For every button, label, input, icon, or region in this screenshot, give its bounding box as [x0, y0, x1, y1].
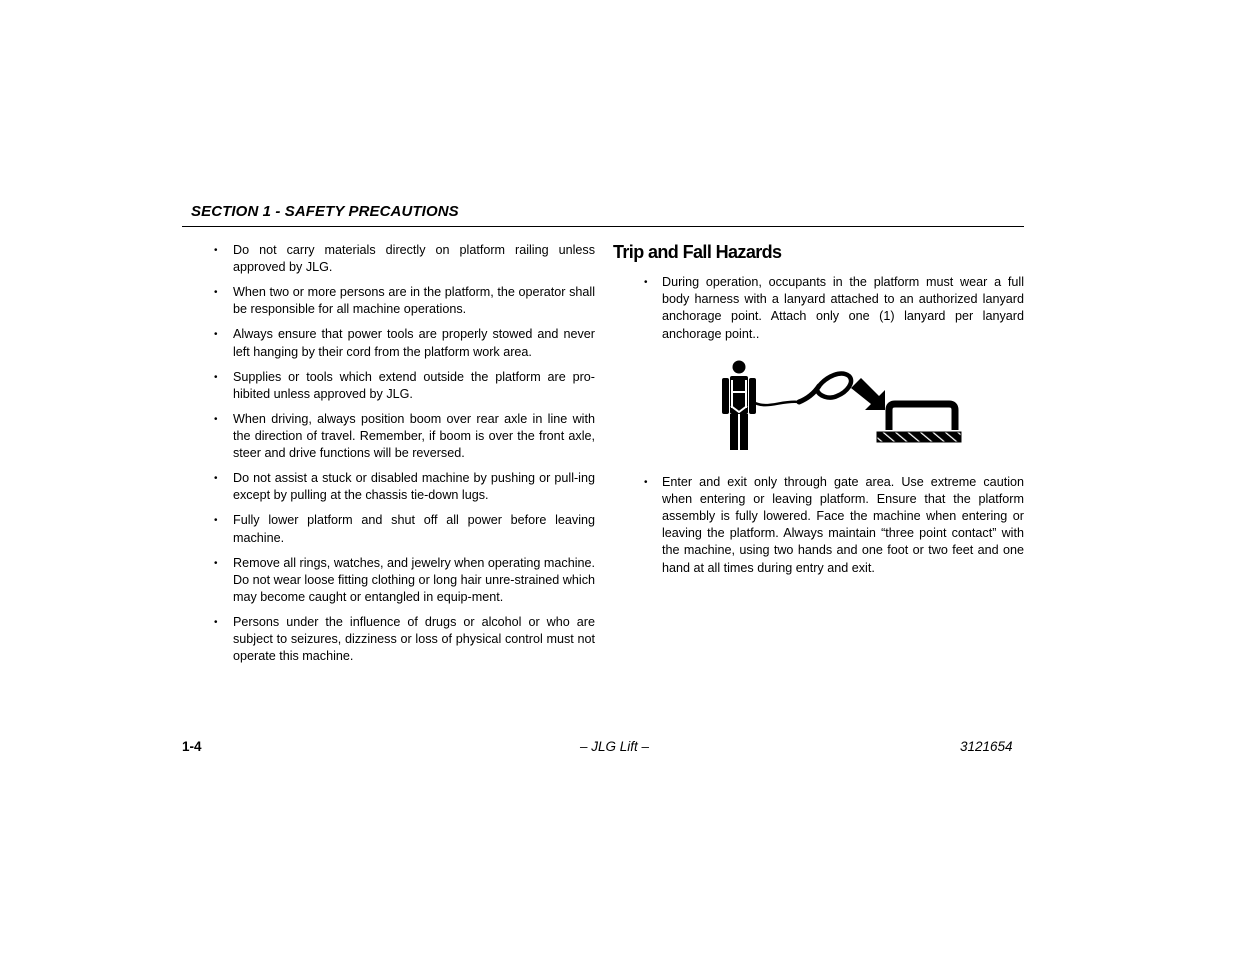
list-item-text: Fully lower platform and shut off all power before leaving machine.: [233, 513, 595, 545]
lanyard: [753, 374, 851, 406]
list-item-text: Do not assist a stuck or disabled machine by pushing or pull-ing except by pulling at the chassis tie-down lugs.: [233, 471, 595, 503]
list-item-text: Persons under the influence of drugs or alcohol or who are subject to seizures, dizziness or loss of physical control must not operate this machine.: [233, 615, 595, 664]
list-item-text: Do not carry materials directly on platform railing unless approved by JLG.: [233, 243, 595, 275]
anchorage-point: [877, 404, 961, 442]
section-header: SECTION 1 - SAFETY PRECAUTIONS: [191, 203, 459, 220]
list-item-text: When driving, always position boom over rear axle in line with the direction of travel. Remember, if boom is over the front axle, steer and drive functions will be reversed.: [233, 411, 595, 461]
list-item: [214, 614, 595, 666]
document-number: 3121654: [960, 739, 1013, 754]
left-bullet-list: [214, 242, 595, 666]
bullet-glyph: •: [214, 371, 218, 383]
right-bullet-list-bottom: [613, 474, 1024, 577]
list-item-text: Always ensure that power tools are properly stowed and never left hanging by their cord from the platform work area.: [233, 327, 595, 359]
person-figure: [722, 361, 756, 451]
list-item-text: Remove all rings, watches, and jewelry when operating machine. Do not wear loose fitting clothing or long hair unre-strained which may become caught or entangled in equip-ment.: [233, 555, 595, 605]
list-item: [613, 274, 1024, 343]
bullet-glyph: •: [214, 617, 218, 629]
header-rule: [182, 226, 1024, 227]
bullet-glyph: •: [214, 557, 218, 569]
bullet-glyph: •: [644, 277, 648, 288]
list-item: [214, 512, 595, 546]
list-item-text: Supplies or tools which extend outside the platform are pro-hibited unless approved by JLG.: [233, 369, 595, 401]
bullet-glyph: •: [214, 515, 218, 527]
left-column: [214, 242, 595, 673]
list-item: [214, 470, 595, 504]
list-item: [214, 284, 595, 318]
list-item: [613, 474, 1024, 577]
list-item-text: During operation, occupants in the platform must wear a full body harness with a lanyard attached to an authorized lanyard anchorage point. Attach only one (1) lanyard per lanyard anchorage point..: [662, 275, 1024, 341]
list-item: [214, 326, 595, 360]
bullet-glyph: •: [214, 245, 218, 256]
right-bullet-list-top: [613, 274, 1024, 343]
harness-lanyard-anchorage-icon: [719, 358, 963, 454]
list-item: [214, 555, 595, 607]
list-item-text: Enter and exit only through gate area. Use extreme caution when entering or leaving platform. Ensure that the platform assembly is fully lowered. Face the machine when entering or leaving the platform. Always maintain “three point contact” with the machine, using two hands and one foot or two feet and one hand at all times during entry and exit.: [662, 474, 1024, 575]
list-item: [214, 242, 595, 276]
list-item: [214, 411, 595, 463]
bullet-glyph: •: [214, 413, 218, 425]
bullet-glyph: •: [214, 287, 218, 299]
list-item: [214, 369, 595, 403]
bullet-glyph: •: [214, 473, 218, 485]
footer-title: – JLG Lift –: [579, 739, 650, 754]
arrow: [851, 378, 885, 410]
list-item-text: When two or more persons are in the platform, the operator shall be responsible for all machine operations.: [233, 285, 595, 317]
bullet-glyph: •: [644, 476, 648, 488]
section-title: Trip and Fall Hazards: [613, 242, 782, 262]
page-number: 1-4: [182, 739, 202, 754]
bullet-glyph: •: [214, 329, 218, 341]
